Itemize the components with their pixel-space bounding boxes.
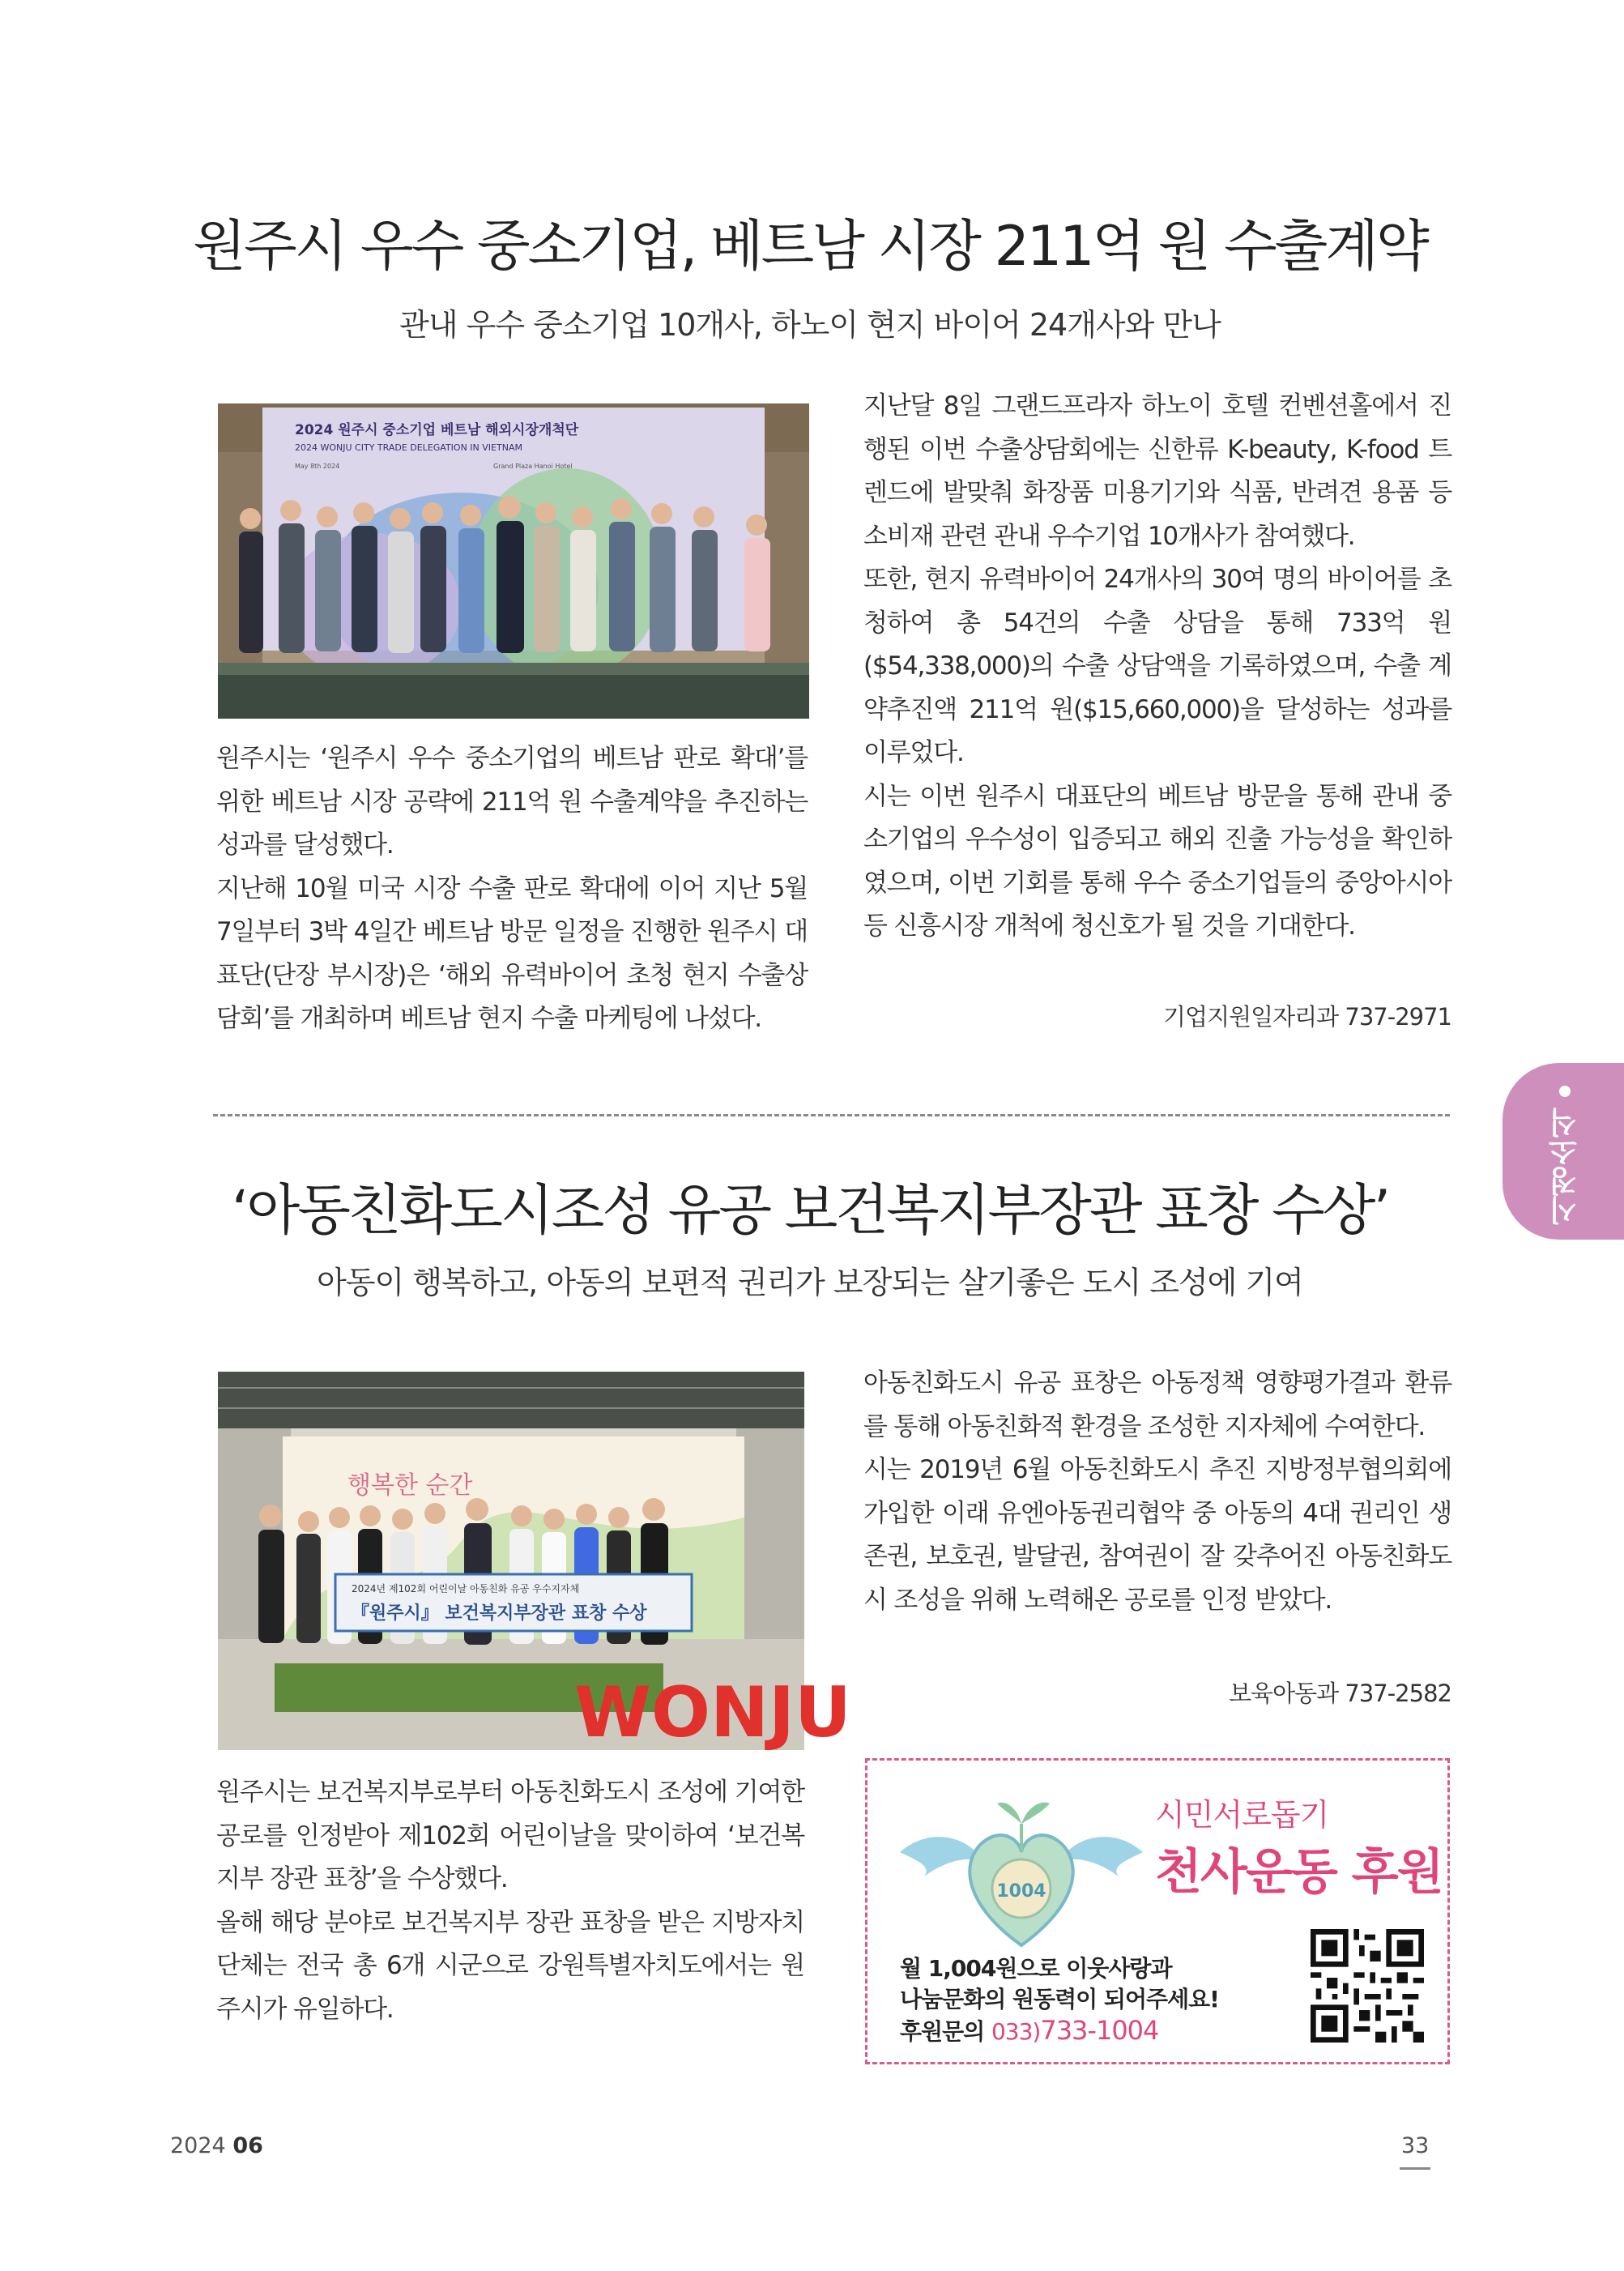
photo2-banner-line2: 『원주시』 보건복지부장관 표창 수상	[352, 1603, 647, 1624]
ad-line1: 월 1,004원으로 이웃사랑과	[900, 1955, 1172, 1982]
article1-contact: 기업지원일자리과 737-2971	[1163, 1003, 1451, 1031]
page-number-underline	[1400, 2167, 1430, 2170]
article1-right-column	[863, 385, 1451, 949]
qr-code-icon[interactable]	[1311, 1929, 1424, 2043]
ad-line3	[900, 2015, 1219, 2047]
logo-number: 1004	[996, 1881, 1046, 1902]
article2-right-paragraph: 아동친화도시 유공 표창은 아동정책 영향평가결과 환류를 통해 아동친화적 환경을 조성한 지자체에 수여한다.	[863, 1368, 1451, 1441]
article2-left-column	[216, 1771, 804, 2031]
section-divider	[213, 1114, 1450, 1116]
ad-headline-big: 천사운동 후원	[1155, 1844, 1443, 1901]
photo1-banner-line1: 2024 원주시 중소기업 베트남 해외시장개척단	[295, 422, 579, 438]
article2-title: ‘아동친화도시조성 유공 보건복지부장관 표창 수상’	[231, 1179, 1389, 1243]
article1-left-paragraph: 지난해 10월 미국 시장 수출 판로 확대에 이어 지난 5월 7일부터 3박 4일간 베트남 방문 일정을 진행한 원주시 대표단(단장 부시장)은 ‘해외 유력바이어 초청 현지 수출상담회’를 개최하며 베트남 현지 수출 마케팅에 나섰다.	[216, 873, 808, 1033]
article1-right-paragraph: 시는 이번 원주시 대표단의 베트남 방문을 통해 관내 중소기업의 우수성이 입증되고 해외 진출 가능성을 확인하였으며, 이번 기회를 통해 우수 중소기업들의 중앙아시아 등 신흥시장 개척에 청신호가 될 것을 기대한다.	[863, 781, 1451, 941]
photo2-banner-line1: 2024년 제102회 어린이날 아동친화 유공 우수지자체	[352, 1583, 580, 1594]
ad-phone-number: 733-1004	[1040, 2015, 1159, 2046]
side-tab-label: 시정소식	[1549, 1108, 1582, 1225]
article1-title: 원주시 우수 중소기업, 베트남 시장 211억 원 수출계약	[193, 215, 1427, 279]
footer-issue	[170, 2133, 263, 2158]
article1-right-paragraph: 지난달 8일 그랜드프라자 하노이 호텔 컨벤션홀에서 진행된 이번 수출상담회에는 신한류 K-beauty, K-food 트렌드에 발맞춰 화장품 미용기기와 식품, 반려견 용품 등 소비재 관련 관내 우수기업 10개사가 참여했다.	[863, 391, 1451, 551]
photo1-banner-date: May 8th 2024	[295, 463, 340, 470]
article1-photo	[218, 403, 809, 719]
photo2-floor-letters: WONJU	[574, 1672, 851, 1753]
side-tab-dot	[1559, 1086, 1571, 1097]
article2-subtitle: 아동이 행복하고, 아동의 보편적 권리가 보장되는 살기좋은 도시 조성에 기여	[317, 1265, 1303, 1300]
article2-right-column	[863, 1362, 1451, 1622]
ad-line2: 나눔문화의 원동력이 되어주세요!	[900, 1986, 1219, 2013]
article1-left-column	[216, 737, 808, 1041]
ad-message	[900, 1953, 1219, 2047]
ad-line3-prefix: 후원문의	[900, 2018, 991, 2045]
angel-heart-logo	[884, 1775, 1159, 1953]
article2-left-paragraph: 올해 해당 분야로 보건복지부 장관 표창을 받은 지방자치단체는 전국 총 6개 시군으로 강원특별자치도에서는 원주시가 유일하다.	[216, 1907, 804, 2024]
ad-phone-area: 033)	[991, 2018, 1041, 2045]
photo1-banner-venue: Grand Plaza Hanoi Hotel	[493, 463, 573, 470]
photo1-banner-line2: 2024 WONJU CITY TRADE DELEGATION IN VIETNAM	[295, 442, 522, 453]
donation-ad	[865, 1758, 1450, 2064]
ad-headline-small: 시민서로돕기	[1155, 1797, 1329, 1833]
photo2-wall-text: 행복한 순간	[347, 1471, 473, 1500]
footer-year: 2024	[170, 2133, 226, 2158]
article2-contact: 보육아동과 737-2582	[1229, 1680, 1451, 1707]
article1-left-paragraph: 원주시는 ‘원주시 우수 중소기업의 베트남 판로 확대’를 위한 베트남 시장 공략에 211억 원 수출계약을 추진하는 성과를 달성했다.	[216, 744, 808, 860]
article2-right-paragraph: 시는 2019년 6월 아동친화도시 추진 지방정부협의회에 가입한 이래 유엔아동권리협약 중 아동의 4대 권리인 생존권, 보호권, 발달권, 참여권이 잘 갖추어진 아동친화도시 조성을 위해 노력해온 공로를 인정 받았다.	[863, 1455, 1451, 1615]
article1-right-paragraph: 또한, 현지 유력바이어 24개사의 30여 명의 바이어를 초청하여 총 54건의 수출 상담을 통해 733억 원 ($54,338,000)의 수출 상담액을 기록하였으며, 수출 계약추진액 211억 원($15,660,000)을 달성하는 성과를 이루었다.	[863, 565, 1451, 767]
article1-subtitle: 관내 우수 중소기업 10개사, 하노이 현지 바이어 24개사와 만나	[399, 307, 1221, 343]
article2-photo	[218, 1372, 851, 1753]
footer-month: 06	[232, 2133, 263, 2158]
article2-left-paragraph: 원주시는 보건복지부로부터 아동친화도시 조성에 기여한 공로를 인정받아 제102회 어린이날을 맞이하여 ‘보건복지부 장관 표창’을 수상했다.	[216, 1778, 804, 1893]
footer-page-number: 33	[1401, 2133, 1430, 2158]
